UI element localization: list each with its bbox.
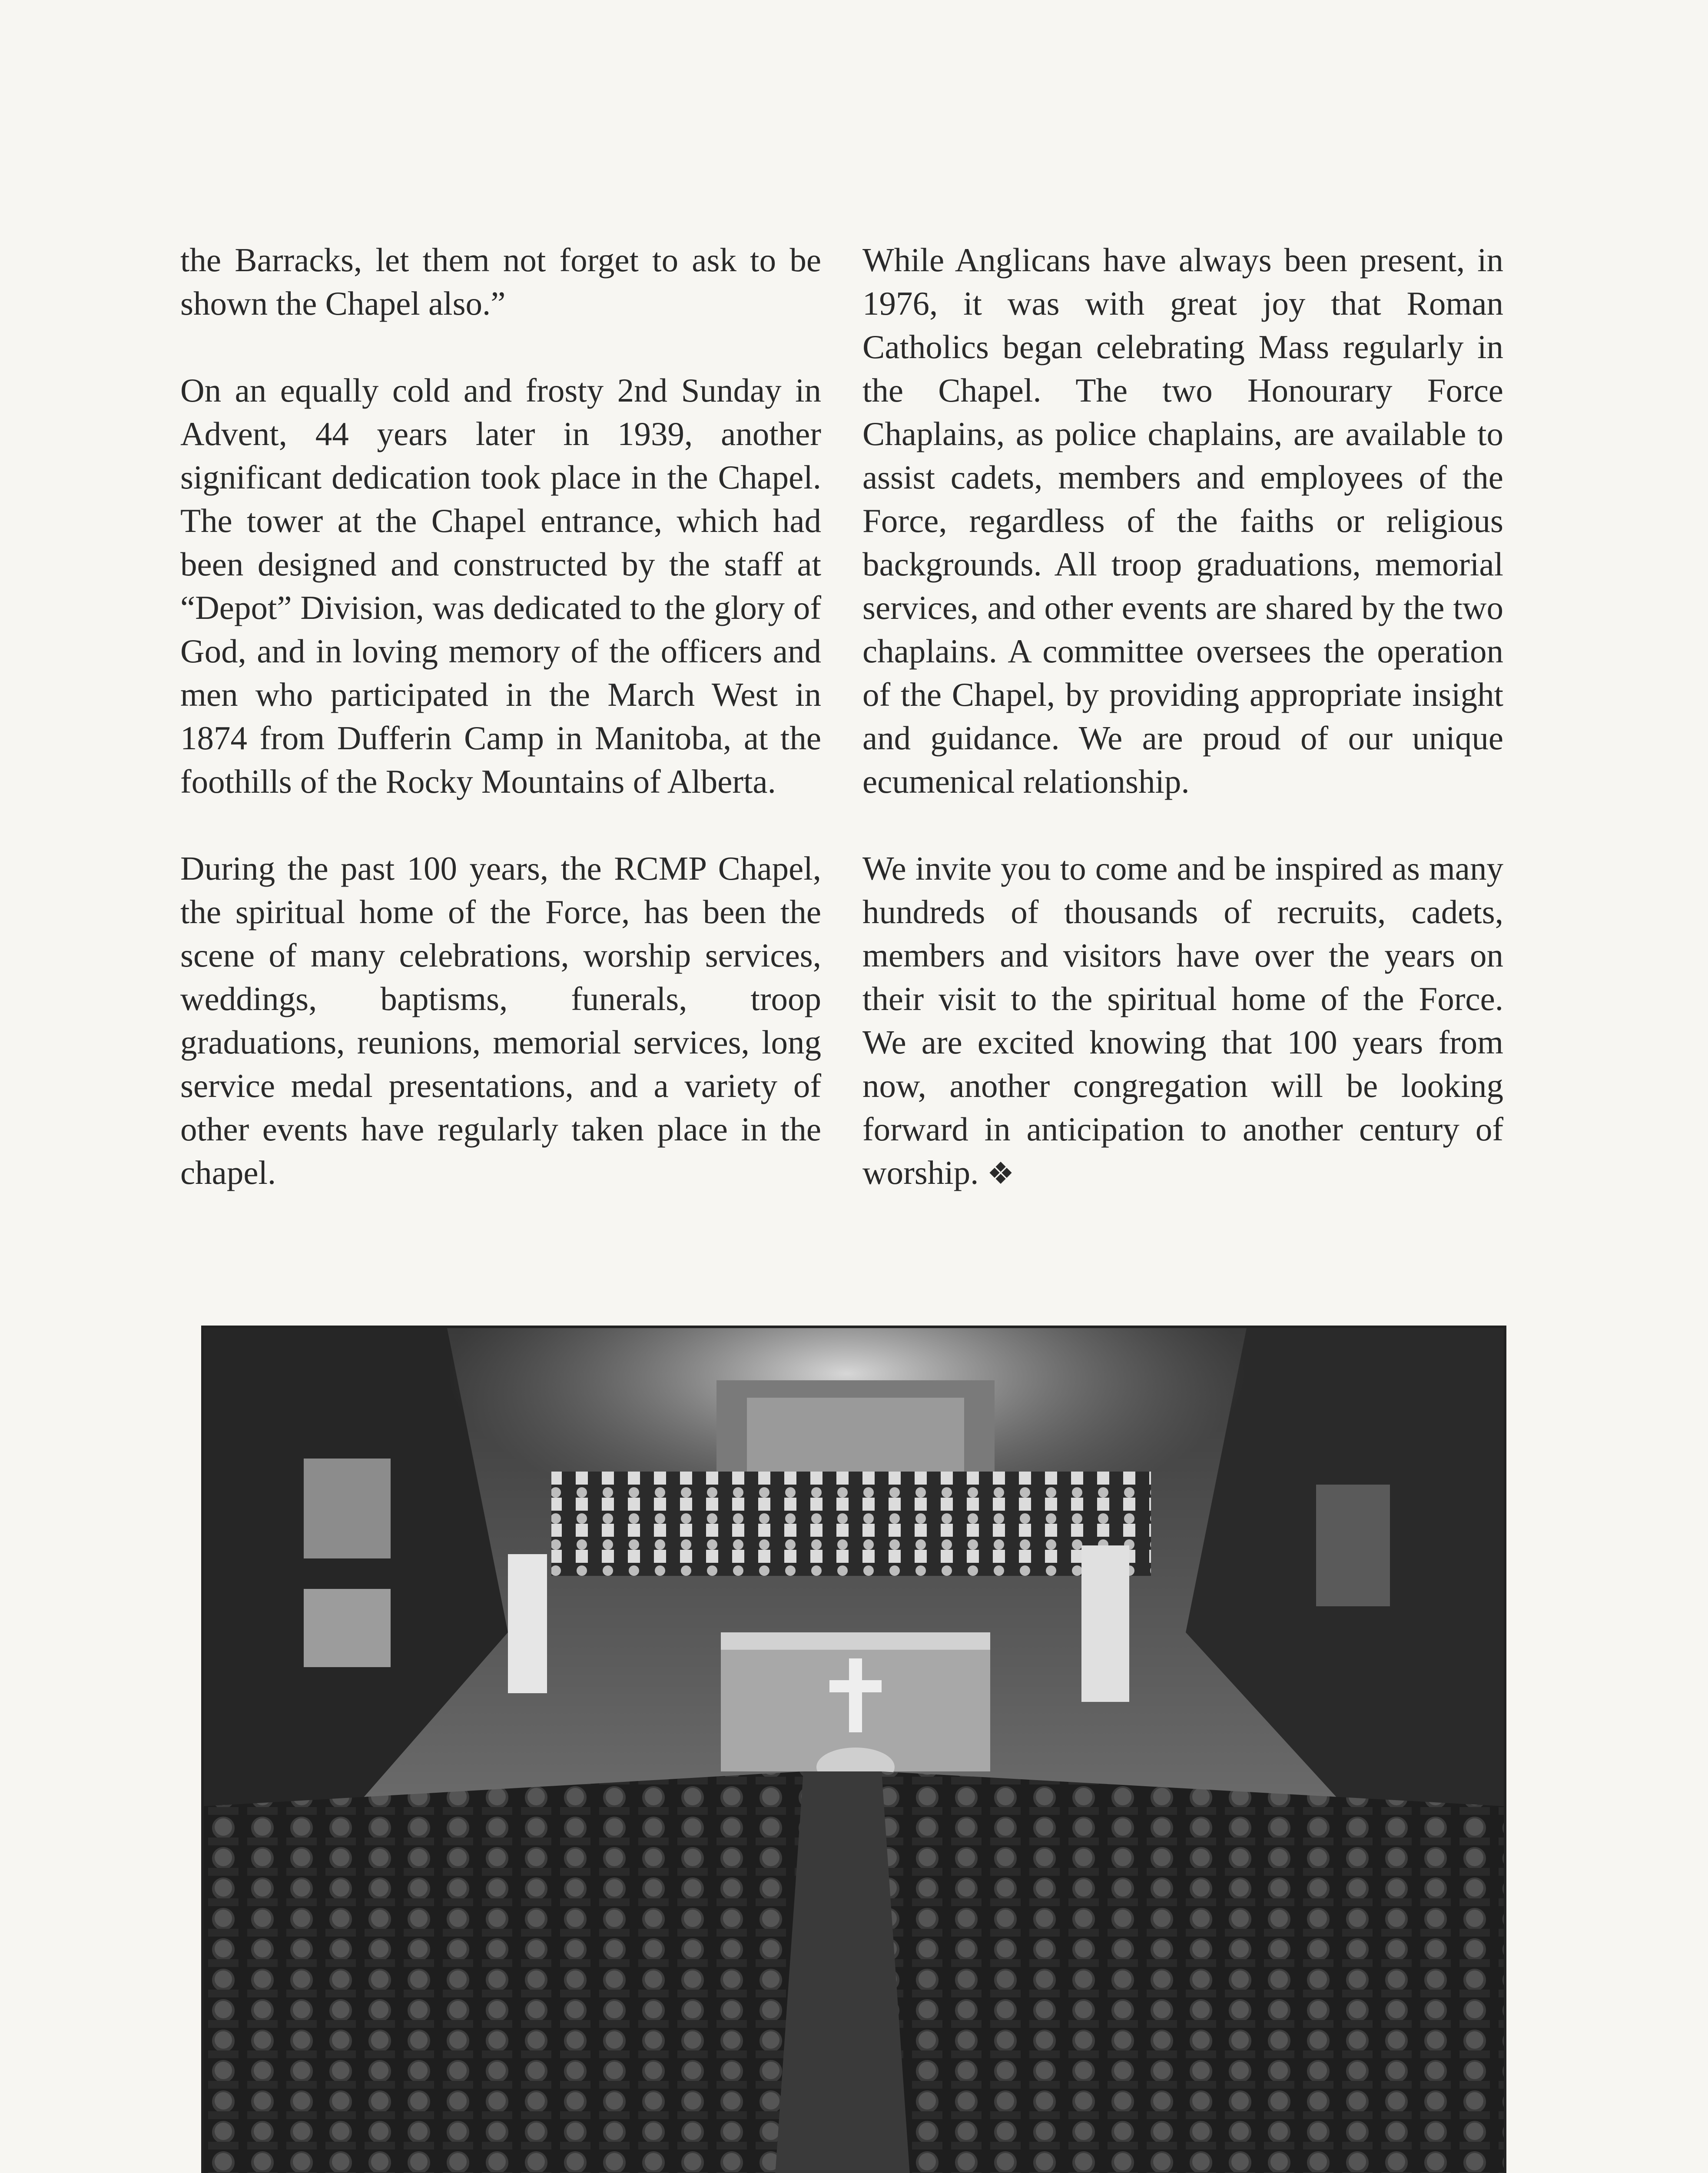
right-paragraph-2 [862,847,1503,1196]
left-paragraph-3: During the past 100 years, the RCMP Chapel, the spiritual home of the Force, has been the scene of many celebrations, worship services, weddings, baptisms, funerals, troop graduations, reunions, memorial services, long service medal presentations, and a variety of other events have regularly taken place in the chapel. [180,850,821,1191]
right-column [862,238,1503,1239]
left-paragraph-1: the Barracks, let them not forget to ask to be shown the Chapel also.” [180,241,821,322]
right-paragraph-2-text: We invite you to come and be inspired as many hundreds of thousands of recruits, cadets, members and visitors have over the years on their visit to the spiritual home of the Force. We are excited knowing that 100 years from now, another congregation will be looking forward in anticipation to another century of worship. [862,850,1503,1191]
end-ornament-icon: ❖ [987,1157,1015,1191]
left-paragraph-2: On an equally cold and frosty 2nd Sunday in Advent, 44 years later in 1939, another significant dedication took place in the Chapel. The tower at the Chapel entrance, which had been designed and constructed by the staff at “Depot” Division, was dedicated to the glory of God, and in loving memory of the officers and men who participated in the March West in 1874 from Dufferin Camp in Manitoba, at the foothills of the Rocky Mountains of Alberta. [180,372,821,800]
chapel-service-photo [201,1326,1506,2173]
right-paragraph-1: While Anglicans have always been present, in 1976, it was with great joy that Roman Catholics began celebrating Mass regularly in the Chapel. The two Honourary Force Chaplains, as police chaplains, are available to assist cadets, members and employees of the Force, regardless of the faiths or religious backgrounds. All troop graduations, memorial services, and other events are shared by the two chaplains. A committee oversees the operation of the Chapel, by providing appropriate insight and guidance. We are proud of our unique ecumenical relationship. [862,241,1503,800]
left-column [180,238,821,1238]
